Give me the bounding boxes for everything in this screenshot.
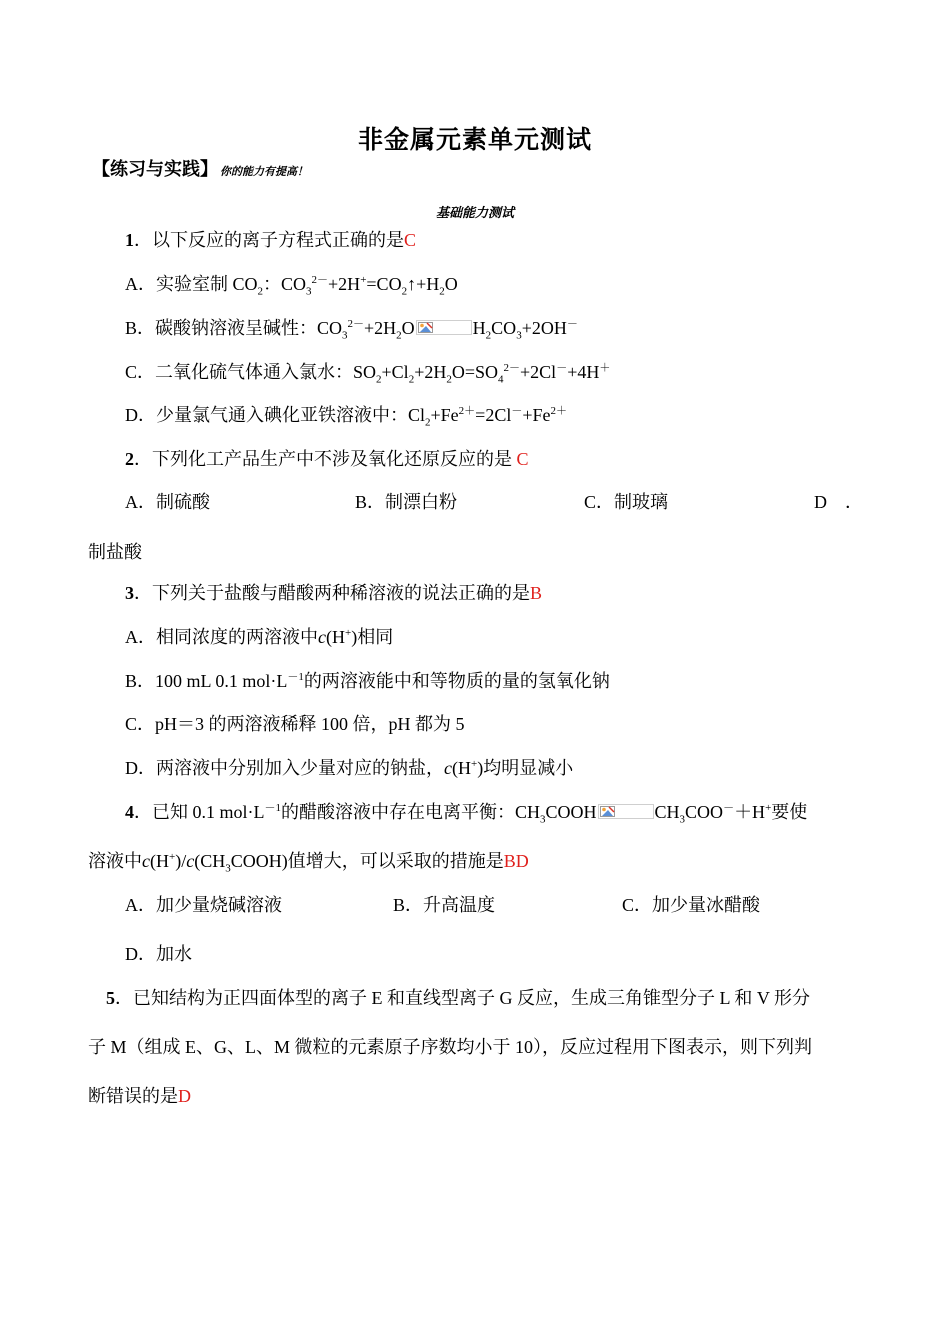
question-number: 1 — [125, 230, 134, 250]
question-2-stem — [125, 447, 529, 471]
section-heading: 基础能力测试 — [435, 205, 514, 220]
practice-label: 【练习与实践】 — [92, 159, 218, 179]
broken-image-icon — [600, 806, 615, 817]
practice-heading — [92, 155, 308, 181]
question-5-stem-line-1: 5．已知结构为正四面体型的离子 E 和直线型离子 G 反应，生成三角锥型分子 L 和 V 形分 — [106, 988, 810, 1008]
question-2-option-d: D ． — [814, 492, 863, 512]
answer-key: D — [178, 1086, 191, 1106]
question-3-option-d: D．两溶液中分别加入少量对应的钠盐，c(H+)均明显减小 — [125, 758, 574, 778]
question-4-option-b: B．升高温度 — [393, 895, 496, 915]
question-2-option-a: A．制硫酸 — [125, 492, 210, 512]
answer-key: C — [404, 230, 417, 250]
question-1-stem — [125, 228, 416, 252]
question-text: ．以下反应的离子方程式正确的是 — [134, 230, 404, 250]
question-number: 5 — [106, 988, 115, 1008]
answer-key: C — [516, 449, 529, 469]
question-2-option-d-continued: 制盐酸 — [88, 542, 142, 562]
question-3-stem — [125, 581, 542, 605]
page-title: 非金属元素单元测试 — [357, 127, 592, 154]
question-text: ．下列化工产品生产中不涉及氧化还原反应的是 — [134, 449, 512, 469]
question-text: ．下列关于盐酸与醋酸两种稀溶液的说法正确的是 — [134, 583, 530, 603]
question-2-option-c: C．制玻璃 — [584, 492, 669, 512]
answer-key: B — [530, 583, 543, 603]
question-number: 3 — [125, 583, 134, 603]
question-3-option-c: C．pH＝3 的两溶液稀释 100 倍，pH 都为 5 — [125, 714, 465, 734]
question-1-option-a: A．实验室制 $CO_2$：$CO_3^{2-}+2H^+=CO_2↑+H_2O$ — [125, 274, 458, 298]
question-number: 4 — [125, 802, 134, 822]
question-1-option-d: D．少量氯气通入碘化亚铁溶液中：$Cl_2+Fe^{2+}=2Cl^-+Fe^{2+}$ — [125, 405, 567, 429]
question-1-option-b: B．碳酸钠溶液呈碱性：$CO_3^{2-}+2H_2O$ $H_2CO_3+2OH^-$ — [125, 318, 578, 342]
question-4-stem-line-1: 4．已知 0.1 $mol\cdot L^{-1}$的醋酸溶液中存在电离平衡：$CH_3COOH$ $CH_3COO^-+H^+$要使 — [125, 802, 808, 826]
question-3-option-a: A．相同浓度的两溶液中c(H+)相同 — [125, 627, 394, 647]
question-3-option-b: B．100 mL 0.1 $mol\cdot L^{-1}$的两溶液能中和等物质的量的氢氧化钠 — [125, 671, 610, 691]
question-4-option-c: C．加少量冰醋酸 — [622, 895, 761, 915]
question-4-option-d: D．加水 — [125, 944, 192, 964]
question-5-stem-line-3: 断错误的是D — [88, 1086, 191, 1106]
practice-tag: 你的能力有提高！ — [220, 166, 308, 178]
question-5-stem-line-2: 子 M（组成 E、G、L、M 微粒的元素原子序数均小于 10），反应过程用下图表示，则下列判 — [88, 1037, 812, 1057]
question-4-option-a: A．加少量烧碱溶液 — [125, 895, 282, 915]
question-2-option-b: B．制漂白粉 — [355, 492, 458, 512]
question-1-option-c: C．二氧化硫气体通入氯水：$SO_2+Cl_2+2H_2O=SO_4^{2-}+2Cl^-+4H^+$ — [125, 362, 611, 386]
equilibrium-arrow-image — [416, 320, 472, 335]
equilibrium-arrow-image — [598, 804, 654, 819]
question-number: 2 — [125, 449, 134, 469]
broken-image-icon — [418, 322, 433, 333]
answer-key: BD — [503, 851, 529, 871]
question-4-stem-line-2: 溶液中$c(H^+)/c(CH_3COOH)$值增大，可以采取的措施是BD — [88, 851, 529, 875]
